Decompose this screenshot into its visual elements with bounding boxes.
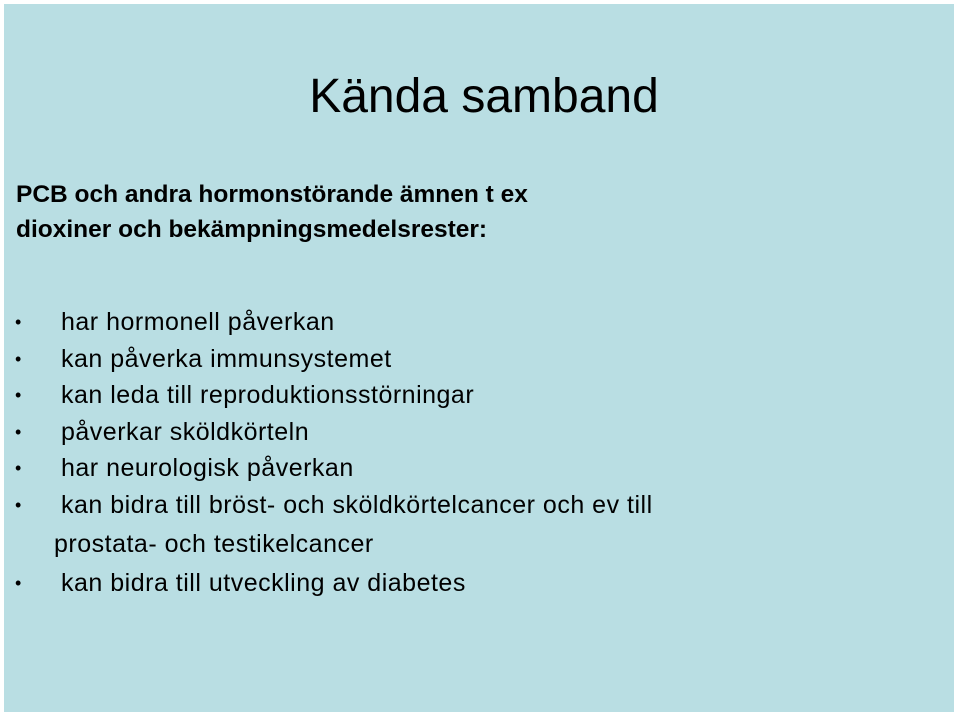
bullet-dot-icon: • xyxy=(15,312,22,332)
bullet-dot-icon: • xyxy=(15,348,22,369)
bullet-list xyxy=(15,304,945,602)
bullet-item xyxy=(15,565,945,601)
bullet-continuation-text: prostata- och testikelcancer xyxy=(54,529,374,558)
bullet-item xyxy=(15,414,945,450)
bullet-dot-icon: • xyxy=(15,573,22,593)
bullet-dot-icon: • xyxy=(15,421,22,442)
bullet-text: kan bidra till bröst- och sköldkörtelcancer och ev till xyxy=(61,490,653,519)
bullet-text: kan bidra till utveckling av diabetes xyxy=(61,569,466,597)
bullet-dot-icon: • xyxy=(15,458,22,478)
intro-line-1: PCB och andra hormonstörande ämnen t ex xyxy=(16,181,528,208)
bullet-item xyxy=(15,487,945,565)
slide-title: Kända samband xyxy=(309,70,659,123)
bullet-dot-icon: • xyxy=(15,385,22,405)
bullet-text: har hormonell påverkan xyxy=(61,308,335,336)
bullet-text: har neurologisk påverkan xyxy=(61,454,354,482)
intro-text xyxy=(16,177,936,247)
bullet-item xyxy=(15,341,945,377)
slide xyxy=(4,4,954,712)
bullet-text: kan leda till reproduktionsstörningar xyxy=(61,381,475,409)
bullet-text: kan påverka immunsystemet xyxy=(61,344,392,373)
intro-line-2: dioxiner och bekämpningsmedelsrester: xyxy=(16,216,488,243)
bullet-text: påverkar sköldkörteln xyxy=(61,417,310,446)
bullet-dot-icon: • xyxy=(15,494,22,515)
bullet-item xyxy=(15,304,945,340)
bullet-item xyxy=(15,450,945,486)
bullet-item xyxy=(15,377,945,413)
